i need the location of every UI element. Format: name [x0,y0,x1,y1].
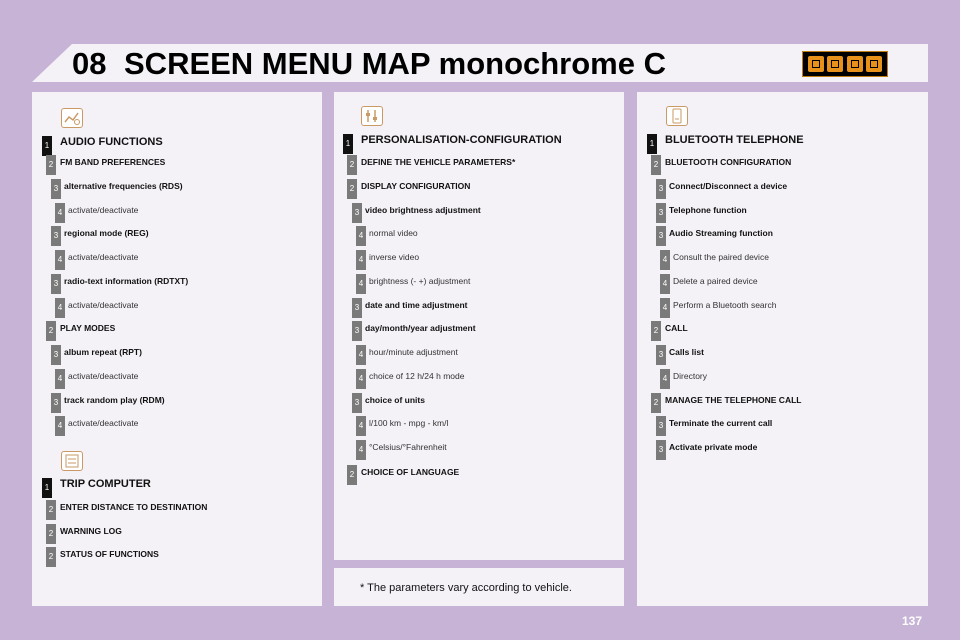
menu-item-label: PLAY MODES [60,323,116,333]
menu-item-label: track random play (RDM) [64,395,165,405]
trip-computer-icon [61,451,83,471]
level-badge: 3 [656,440,666,460]
level-badge: 3 [51,179,61,199]
menu-item-label: °Celsius/°Fahrenheit [369,442,447,452]
menu-item-label: choice of 12 h/24 h mode [369,371,465,381]
menu-item-label: FM BAND PREFERENCES [60,157,166,167]
menu-item-label: Connect/Disconnect a device [669,181,788,191]
page-number: 137 [902,614,923,628]
footnote: * The parameters vary according to vehicle. [360,582,572,594]
level-badge: 4 [660,274,670,294]
menu-item-label: day/month/year adjustment [365,323,476,333]
level-badge: 3 [51,345,61,365]
level-badge: 3 [352,203,362,223]
level-badge: 2 [46,524,56,544]
menu-item-label: hour/minute adjustment [369,347,458,357]
menu-item-label: Calls list [669,347,704,357]
level-badge: 3 [656,345,666,365]
level-badge: 4 [356,369,366,389]
menu-item-label: MANAGE THE TELEPHONE CALL [665,395,802,405]
level-badge: 4 [356,345,366,365]
level-badge: 4 [55,369,65,389]
level-badge: 2 [46,500,56,520]
telephone-icon [666,106,688,126]
level-badge: 3 [656,226,666,246]
menu-item-label: AUDIO FUNCTIONS [60,136,163,148]
configuration-icon [361,106,383,126]
level-badge: 1 [647,134,657,154]
menu-item-label: CHOICE OF LANGUAGE [361,467,460,477]
menu-item-label: normal video [369,228,418,238]
menu-item-label: Directory [673,371,708,381]
level-badge: 4 [55,298,65,318]
level-badge: 4 [356,440,366,460]
level-badge: 4 [660,369,670,389]
menu-item-label: Delete a paired device [673,276,758,286]
level-badge: 3 [51,226,61,246]
level-badge: 4 [55,416,65,436]
menu-item-label: Perform a Bluetooth search [673,300,777,310]
menu-item-label: album repeat (RPT) [64,347,142,357]
level-badge: 2 [651,321,661,341]
level-badge: 3 [656,416,666,436]
menu-item-label: radio-text information (RDTXT) [64,276,189,286]
level-badge: 4 [55,250,65,270]
menu-item-label: BLUETOOTH TELEPHONE [665,134,804,146]
menu-item-label: activate/deactivate [68,205,139,215]
menu-item-label: video brightness adjustment [365,205,481,215]
level-badge: 2 [347,179,357,199]
chapter-number: 08 [72,46,107,81]
level-badge: 4 [356,250,366,270]
level-badge: 4 [356,226,366,246]
menu-item-label: DISPLAY CONFIGURATION [361,181,471,191]
level-badge: 2 [46,155,56,175]
level-badge: 2 [46,321,56,341]
level-badge: 3 [51,274,61,294]
menu-item-label: activate/deactivate [68,300,139,310]
level-badge: 1 [42,478,52,498]
level-badge: 2 [347,465,357,485]
trip-computer-icon [827,56,843,72]
menu-item-label: Consult the paired device [673,252,769,262]
level-badge: 3 [352,321,362,341]
menu-item-label: brightness (- +) adjustment [369,276,471,286]
page-title: SCREEN MENU MAP monochrome C [124,46,666,81]
level-badge: 4 [356,416,366,436]
level-badge: 3 [656,203,666,223]
menu-item-label: CALL [665,323,688,333]
level-badge: 3 [352,298,362,318]
menu-item-label: l/100 km - mpg - km/l [369,418,449,428]
menu-item-label: alternative frequencies (RDS) [64,181,183,191]
telephone-icon [866,56,882,72]
level-badge: 3 [352,393,362,413]
menu-item-label: activate/deactivate [68,418,139,428]
audio-icon [808,56,824,72]
menu-item-label: TRIP COMPUTER [60,478,151,490]
menu-item-label: inverse video [369,252,420,262]
level-badge: 2 [46,547,56,567]
level-badge: 4 [356,274,366,294]
audio-icon [61,108,83,128]
level-badge: 4 [55,203,65,223]
menu-item-label: Activate private mode [669,442,758,452]
configuration-icon [847,56,863,72]
menu-item-label: Telephone function [669,205,747,215]
level-badge: 3 [656,179,666,199]
level-badge: 2 [651,393,661,413]
menu-item-label: Terminate the current call [669,418,773,428]
menu-item-label: date and time adjustment [365,300,468,310]
level-badge: 3 [51,393,61,413]
level-badge: 2 [651,155,661,175]
menu-item-label: Audio Streaming function [669,228,773,238]
menu-item-label: ENTER DISTANCE TO DESTINATION [60,502,208,512]
menu-item-label: regional mode (REG) [64,228,149,238]
level-badge: 4 [660,298,670,318]
menu-item-label: STATUS OF FUNCTIONS [60,549,159,559]
menu-item-label: choice of units [365,395,425,405]
level-badge: 1 [42,136,52,156]
level-badge: 1 [343,134,353,154]
header-icon-badge [802,51,888,77]
menu-item-label: activate/deactivate [68,252,139,262]
level-badge: 4 [660,250,670,270]
menu-item-label: DEFINE THE VEHICLE PARAMETERS* [361,157,516,167]
menu-item-label: WARNING LOG [60,526,122,536]
menu-item-label: PERSONALISATION-CONFIGURATION [361,134,562,146]
level-badge: 2 [347,155,357,175]
menu-item-label: activate/deactivate [68,371,139,381]
menu-item-label: BLUETOOTH CONFIGURATION [665,157,792,167]
